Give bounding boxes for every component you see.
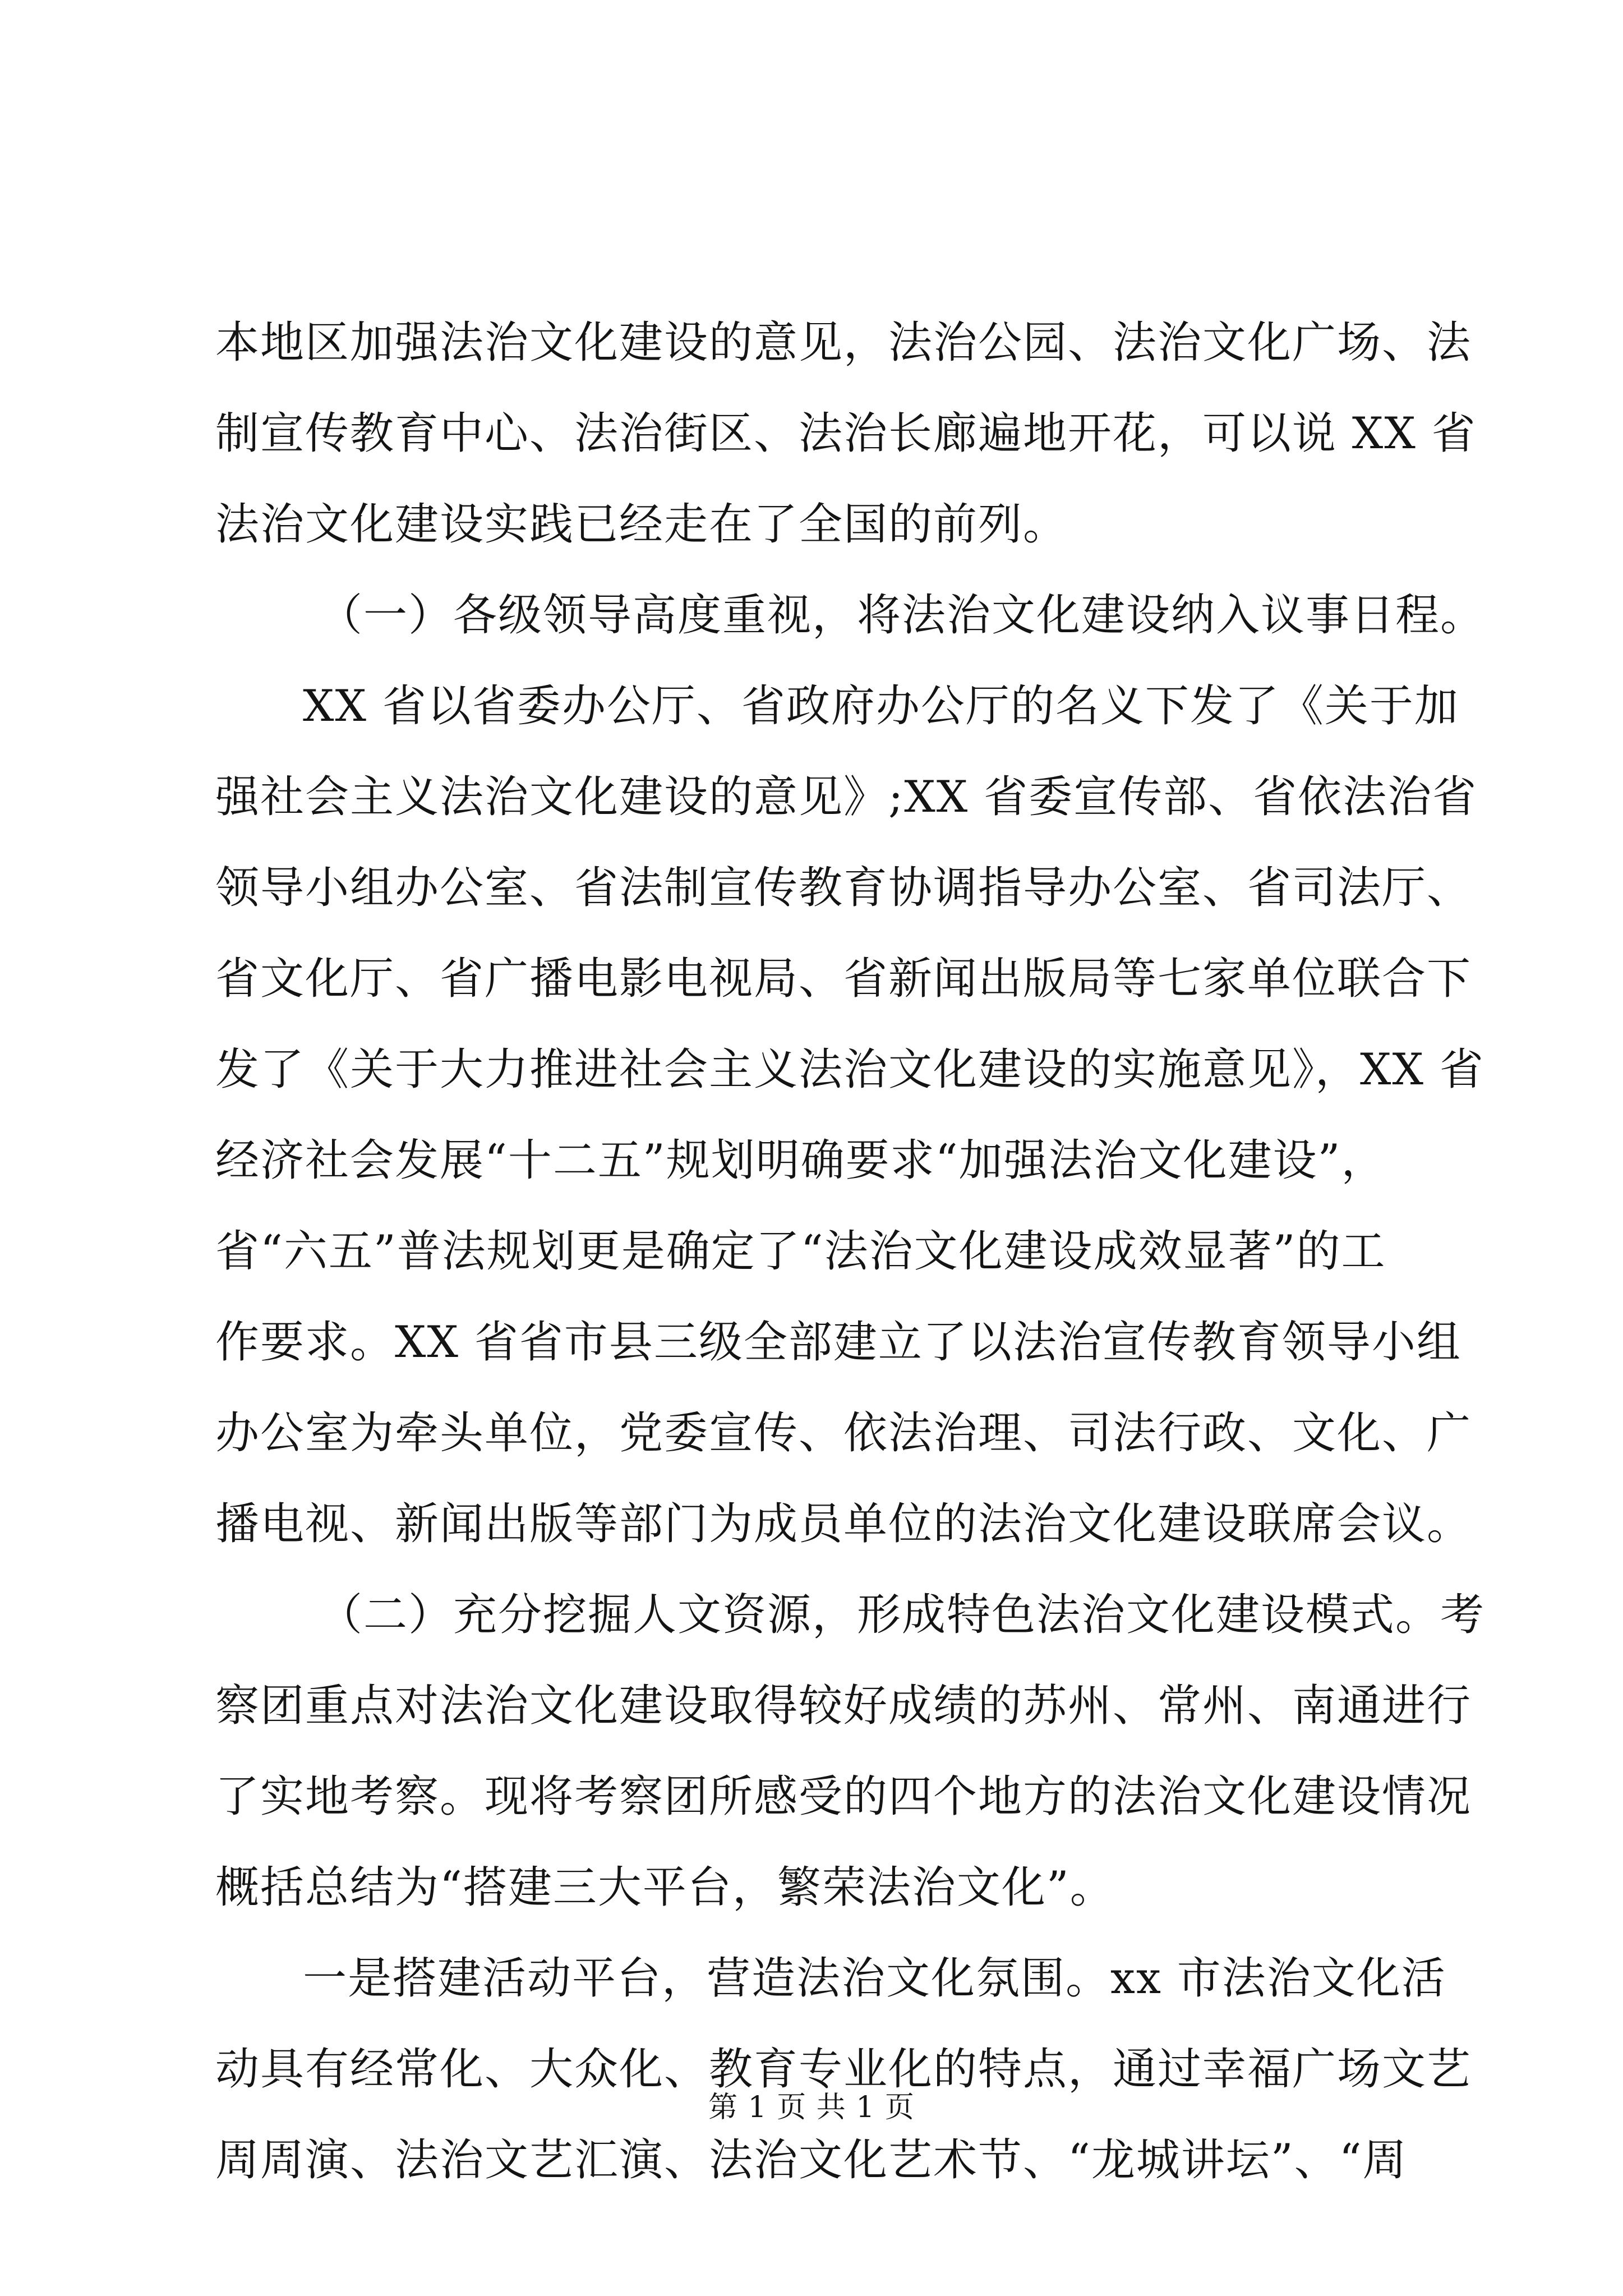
text-line: 强社会主义法治文化建设的意见》;XX 省委宣传部、省依法治省 — [215, 772, 1478, 822]
text-line: 概括总结为“搭建三大平台，繁荣法治文化”。 — [215, 1862, 1115, 1913]
text-line: 办公室为牵头单位，党委宣传、依法治理、司法行政、文化、广 — [215, 1408, 1472, 1458]
text-line: 作要求。XX 省省市县三级全部建立了以法治宣传教育领导小组 — [215, 1317, 1461, 1368]
section-heading: （二）充分挖掘人文资源，形成特色法治文化建设模式。考 — [319, 1590, 1486, 1640]
text-line: 法治文化建设实践已经走在了全国的前列。 — [215, 499, 1068, 550]
text-line: 省文化厅、省广播电影电视局、省新闻出版局等七家单位联合下 — [215, 954, 1472, 1004]
text-line: 本地区加强法治文化建设的意见，法治公园、法治文化广场、法 — [215, 318, 1472, 368]
text-line: XX 省以省委办公厅、省政府办公厅的名义下发了《关于加 — [303, 681, 1459, 731]
text-line: 发了《关于大力推进社会主义法治文化建设的实施意见》，XX 省 — [215, 1045, 1484, 1095]
text-line: 经济社会发展“十二五”规划明确要求“加强法治文化建设”， — [215, 1135, 1386, 1186]
text-line: 一是搭建活动平台，营造法治文化氛围。xx 市法治文化活 — [303, 1953, 1446, 2004]
text-line: 动具有经常化、大众化、教育专业化的特点，通过幸福广场文艺 — [215, 2044, 1472, 2095]
document-body — [215, 297, 1486, 2206]
text-line: 省“六五”普法规划更是确定了“法治文化建设成效显著”的工 — [215, 1226, 1386, 1277]
text-line: 制宣传教育中心、法治街区、法治长廊遍地开花，可以说 XX 省 — [215, 408, 1477, 459]
text-line: 察团重点对法治文化建设取得较好成绩的苏州、常州、南通进行 — [215, 1681, 1472, 1731]
section-heading: （一）各级领导高度重视，将法治文化建设纳入议事日程。 — [319, 590, 1486, 641]
text-line: 播电视、新闻出版等部门为成员单位的法治文化建设联席会议。 — [215, 1499, 1472, 1549]
text-line: 了实地考察。现将考察团所感受的四个地方的法治文化建设情况 — [215, 1772, 1472, 1822]
text-line: 周周演、法治文艺汇演、法治文化艺术节、“龙城讲坛”、“周 — [215, 2135, 1408, 2185]
text-line: 领导小组办公室、省法制宣传教育协调指导办公室、省司法厅、 — [215, 863, 1472, 913]
page-footer: 第 1 页 共 1 页 — [708, 2091, 915, 2124]
